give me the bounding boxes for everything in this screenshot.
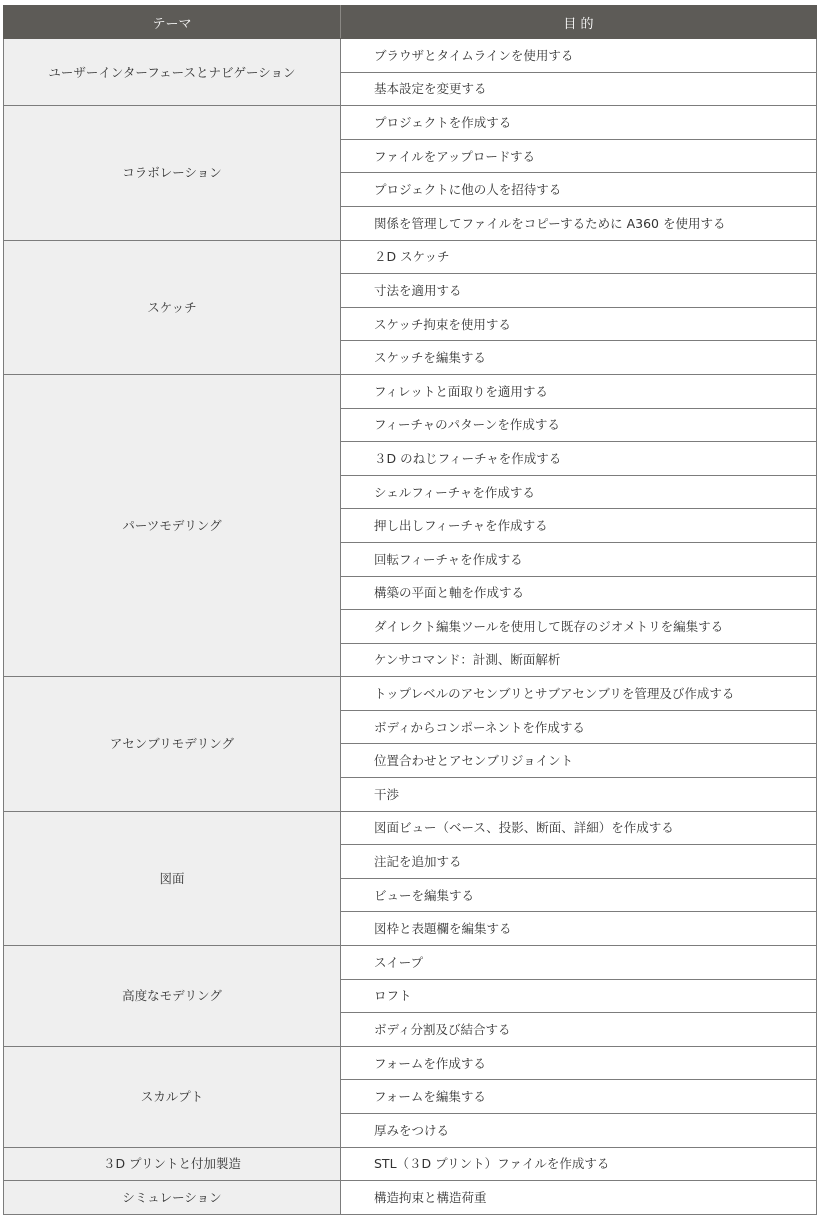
goal-cell: ２D スケッチ xyxy=(341,240,817,274)
goal-cell: 図面ビュー（ベース、投影、断面、詳細）を作成する xyxy=(341,811,817,845)
goal-cell: フィレットと面取りを適用する xyxy=(341,374,817,408)
theme-column-header: テーマ xyxy=(4,6,341,39)
goal-cell: フィーチャのパターンを作成する xyxy=(341,408,817,442)
goal-cell: 回転フィーチャを作成する xyxy=(341,542,817,576)
goal-cell: プロジェクトを作成する xyxy=(341,106,817,140)
theme-cell: シミュレーション xyxy=(4,1181,341,1215)
goal-cell: 図枠と表題欄を編集する xyxy=(341,912,817,946)
goal-cell: シェルフィーチャを作成する xyxy=(341,475,817,509)
goal-cell: ３D のねじフィーチャを作成する xyxy=(341,442,817,476)
goal-cell: ボディ分割及び結合する xyxy=(341,1013,817,1047)
goal-cell: ブラウザとタイムラインを使用する xyxy=(341,39,817,73)
goal-cell: スイープ xyxy=(341,946,817,980)
table-row xyxy=(4,811,817,845)
goal-cell: ファイルをアップロードする xyxy=(341,139,817,173)
goal-cell: 構造拘束と構造荷重 xyxy=(341,1181,817,1215)
table-row xyxy=(4,106,817,140)
theme-cell: ユーザーインターフェースとナビゲーション xyxy=(4,39,341,106)
goal-cell: 押し出しフィーチャを作成する xyxy=(341,509,817,543)
table-row xyxy=(4,677,817,711)
goal-cell: フォームを編集する xyxy=(341,1080,817,1114)
theme-cell: コラボレーション xyxy=(4,106,341,240)
goal-cell: STL（３D プリント）ファイルを作成する xyxy=(341,1147,817,1181)
goal-cell: ボディからコンポーネントを作成する xyxy=(341,710,817,744)
theme-cell: パーツモデリング xyxy=(4,374,341,676)
goal-cell: スケッチを編集する xyxy=(341,341,817,375)
table-row xyxy=(4,1147,817,1181)
goal-column-header: 目 的 xyxy=(341,6,817,39)
goal-cell: 基本設定を変更する xyxy=(341,72,817,106)
table-row xyxy=(4,374,817,408)
goal-cell: 位置合わせとアセンブリジョイント xyxy=(341,744,817,778)
theme-cell: スカルプト xyxy=(4,1046,341,1147)
goal-cell: ダイレクト編集ツールを使用して既存のジオメトリを編集する xyxy=(341,610,817,644)
goal-cell: ケンサコマンド：計測、断面解析 xyxy=(341,643,817,677)
table-row xyxy=(4,1046,817,1080)
goal-cell: 関係を管理してファイルをコピーするために A360 を使用する xyxy=(341,206,817,240)
theme-cell: 高度なモデリング xyxy=(4,946,341,1047)
table-row xyxy=(4,946,817,980)
theme-cell: スケッチ xyxy=(4,240,341,374)
goal-cell: 干渉 xyxy=(341,778,817,812)
table-body xyxy=(4,39,817,1215)
goal-cell: 構築の平面と軸を作成する xyxy=(341,576,817,610)
goal-cell: 注記を追加する xyxy=(341,845,817,879)
table-row xyxy=(4,1181,817,1215)
theme-cell: 図面 xyxy=(4,811,341,945)
goal-cell: ビューを編集する xyxy=(341,878,817,912)
goal-cell: フォームを作成する xyxy=(341,1046,817,1080)
table-row xyxy=(4,39,817,73)
table-row xyxy=(4,240,817,274)
goal-cell: スケッチ拘束を使用する xyxy=(341,307,817,341)
syllabus-table xyxy=(3,5,817,1215)
theme-cell: アセンブリモデリング xyxy=(4,677,341,811)
goal-cell: プロジェクトに他の人を招待する xyxy=(341,173,817,207)
goal-cell: 寸法を適用する xyxy=(341,274,817,308)
theme-cell: ３D プリントと付加製造 xyxy=(4,1147,341,1181)
header-row xyxy=(4,6,817,39)
goal-cell: トップレベルのアセンブリとサブアセンブリを管理及び作成する xyxy=(341,677,817,711)
goal-cell: ロフト xyxy=(341,979,817,1013)
goal-cell: 厚みをつける xyxy=(341,1114,817,1148)
